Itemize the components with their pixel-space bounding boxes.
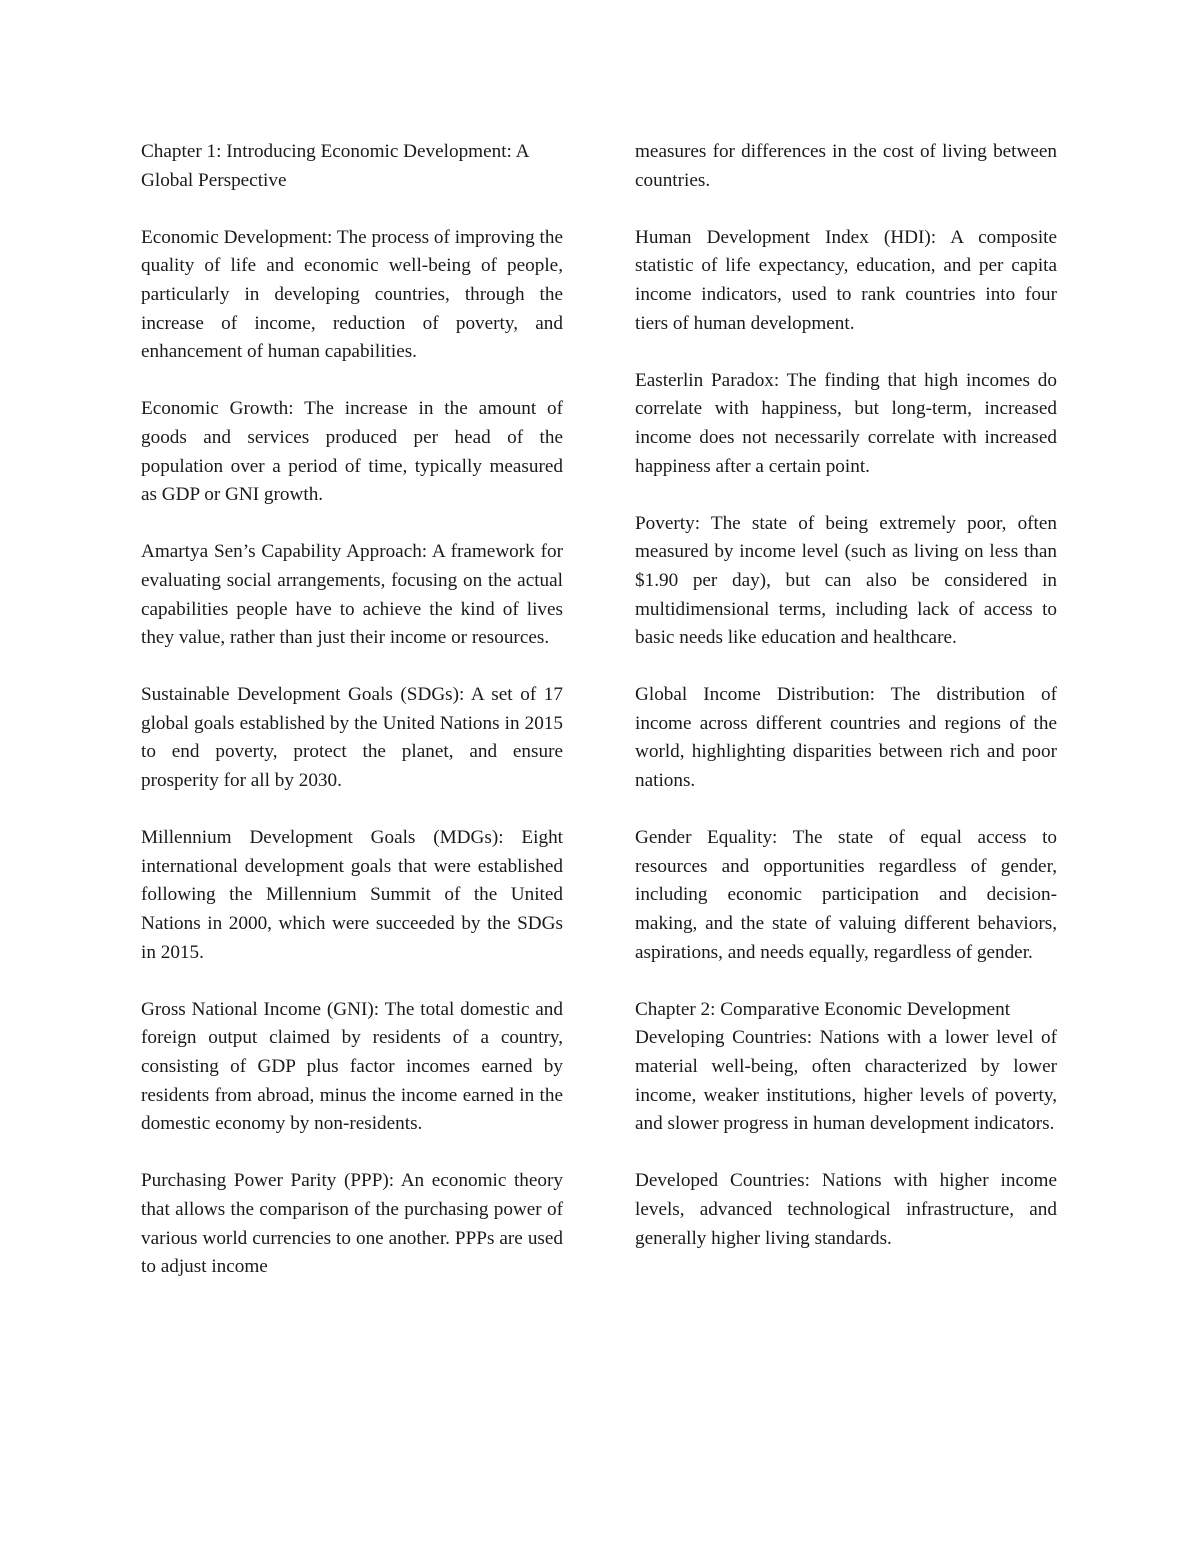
definition-developing-countries: Developing Countries: Nations with a lower level of material well-being, often characterized by lower income, weaker institutions, higher levels of poverty, and slower progress in human development indicators. xyxy=(635,1027,1057,1135)
definition-poverty: Poverty: The state of being extremely poor, often measured by income level (such as living on less than $1.90 per day), but can also be considered in multidimensional terms, including lack of access to basic needs like education and healthcare. xyxy=(635,512,1057,649)
definition-mdgs: Millennium Development Goals (MDGs): Eight international development goals that were established following the Millennium Summit of the United Nations in 2000, which were succeeded by the SDGs in 2015. xyxy=(141,827,563,963)
chapter-2-section xyxy=(635,996,1057,1139)
definition-gni: Gross National Income (GNI): The total domestic and foreign output claimed by residents of a country, consisting of GDP plus factor incomes earned by residents from abroad, minus the income earned in the domestic economy by non-residents. xyxy=(141,998,563,1135)
definition-capability-approach: Amartya Sen’s Capability Approach: A framework for evaluating social arrangements, focusing on the actual capabilities people have to achieve the kind of lives they value, rather than just their income or resources. xyxy=(141,541,563,649)
definition-ppp: Purchasing Power Parity (PPP): An economic theory that allows the comparison of the purchasing power of various world currencies to one another. PPPs are used to adjust income xyxy=(141,1170,563,1278)
definition-easterlin-paradox: Easterlin Paradox: The finding that high incomes do correlate with happiness, but long-term, increased income does not necessarily correlate with increased happiness after a certain point. xyxy=(635,369,1057,477)
definition-economic-growth: Economic Growth: The increase in the amount of goods and services produced per head of the population over a period of time, typically measured as GDP or GNI growth. xyxy=(141,398,563,506)
definition-global-income-distribution: Global Income Distribution: The distribution of income across different countries and regions of the world, highlighting disparities between rich and poor nations. xyxy=(635,684,1057,792)
definition-gender-equality: Gender Equality: The state of equal access to resources and opportunities regardless of gender, including economic participation and decision-making, and the state of valuing different behaviors, aspirations, and needs equally, regardless of gender. xyxy=(635,827,1057,963)
right-column xyxy=(635,138,1057,1253)
chapter-2-title: Chapter 2: Comparative Economic Development xyxy=(635,998,1011,1020)
chapter-1-title: Chapter 1: Introducing Economic Development: A Global Perspective xyxy=(141,141,529,191)
definition-hdi: Human Development Index (HDI): A composite statistic of life expectancy, education, and per capita income indicators, used to rank countries into four tiers of human development. xyxy=(635,226,1057,334)
left-column xyxy=(141,138,563,1282)
definition-sdgs: Sustainable Development Goals (SDGs): A set of 17 global goals established by the United Nations in 2015 to end poverty, protect the planet, and ensure prosperity for all by 2030. xyxy=(141,684,563,792)
definition-developed-countries: Developed Countries: Nations with higher income levels, advanced technological infrastructure, and generally higher living standards. xyxy=(635,1170,1057,1249)
definition-ppp-continuation: measures for differences in the cost of living between countries. xyxy=(635,141,1057,191)
definition-economic-development: Economic Development: The process of improving the quality of life and economic well-being of people, particularly in developing countries, through the increase of income, reduction of poverty, and enhancement of human capabilities. xyxy=(141,226,563,363)
